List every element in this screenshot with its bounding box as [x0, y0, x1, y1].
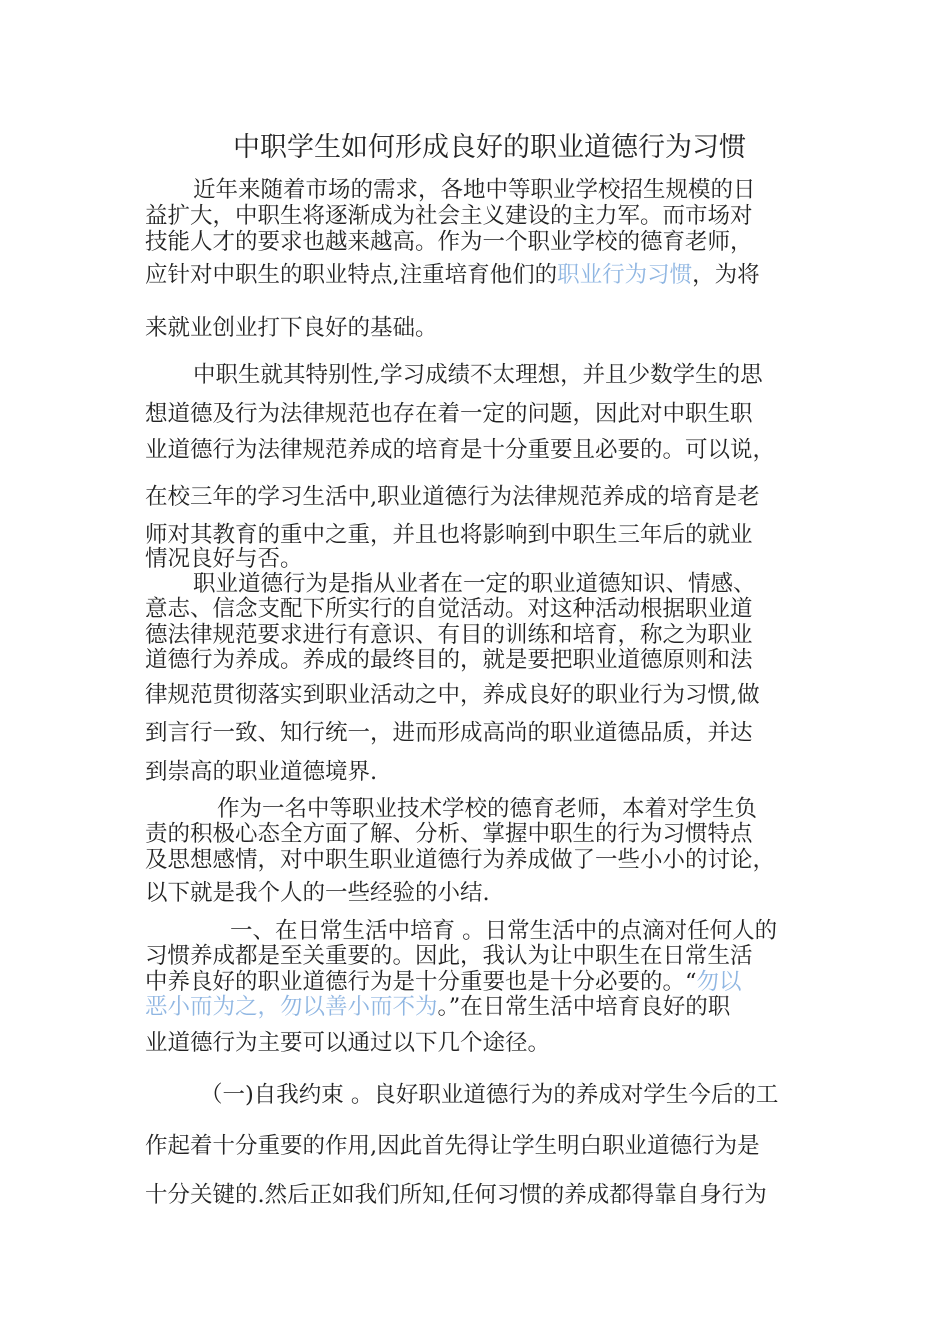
text-line: 十分关键的.然后正如我们所知,任何习惯的养成都得靠自身行为 [145, 1182, 767, 1208]
text-line [145, 993, 730, 1021]
text-line: （一)自我约束 。良好职业道德行为的养成对学生今后的工 [200, 1082, 779, 1108]
text-line: 技能人才的要求也越来越高。作为一个职业学校的德育老师， [145, 229, 753, 255]
text-line: 以下就是我个人的一些经验的小结. [145, 880, 490, 906]
text-line: 业道德行为主要可以通过以下几个途径。 [145, 1030, 551, 1056]
text-line: 中职生就其特别性,学习成绩不太理想，并且少数学生的思 [193, 362, 763, 388]
text-segment: ，为将 [692, 262, 760, 288]
text-line: 师对其教育的重中之重，并且也将影响到中职生三年后的就业 [145, 522, 753, 548]
text-line: 道德行为养成。养成的最终目的，就是要把职业道德原则和法 [145, 647, 753, 673]
text-line: 德法律规范要求进行有意识、有目的训练和培育，称之为职业 [145, 622, 753, 648]
text-line: 想道德及行为法律规范也存在着一定的问题，因此对中职生职 [145, 401, 753, 427]
text-line: 来就业创业打下良好的基础。 [145, 315, 438, 341]
text-line: 到言行一致、知行统一，进而形成高尚的职业道德品质，并达 [145, 720, 753, 746]
text-line: 及思想感情，对中职生职业道德行为养成做了一些小小的讨论， [145, 847, 776, 873]
text-line: 近年来随着市场的需求，各地中等职业学校招生规模的日 [193, 177, 756, 203]
text-line: 一、在日常生活中培育 。日常生活中的点滴对任何人的 [230, 918, 778, 944]
text-line: 在校三年的学习生活中,职业道德行为法律规范养成的培育是老 [145, 484, 760, 510]
text-line: 益扩大，中职生将逐渐成为社会主义建设的主力军。而市场对 [145, 203, 753, 229]
text-line: 职业道德行为是指从业者在一定的职业道德知识、情感、 [193, 571, 756, 597]
text-line: 习惯养成都是至关重要的。因此，我认为让中职生在日常生活 [145, 943, 753, 969]
link-career-habits[interactable]: 职业行为习惯 [557, 262, 693, 288]
text-line [145, 261, 760, 289]
text-line: 责的积极心态全方面了解、分析、掌握中职生的行为习惯特点 [145, 821, 753, 847]
link-quote-part-1[interactable]: 勿以 [696, 969, 742, 995]
text-segment: 。”在日常生活中培育良好的职 [437, 994, 731, 1020]
text-line: 意志、信念支配下所实行的自觉活动。对这种活动根据职业道 [145, 596, 753, 622]
text-line: 情况良好与否。 [145, 546, 303, 572]
text-line: 到崇高的职业道德境界. [145, 759, 378, 785]
text-line: 作为一名中等职业技术学校的德育老师，本着对学生负 [217, 796, 758, 822]
text-line: 律规范贯彻落实到职业活动之中，养成良好的职业行为习惯,做 [145, 682, 760, 708]
page-title: 中职学生如何形成良好的职业道德行为习惯 [233, 132, 746, 163]
text-line [145, 968, 742, 996]
text-line: 业道德行为法律规范养成的培育是十分重要且必要的。可以说， [145, 437, 776, 463]
link-quote-part-2[interactable]: 恶小而为之，勿以善小而不为 [145, 994, 438, 1020]
text-segment: 中养良好的职业道德行为是十分重要也是十分必要的。“ [145, 969, 697, 995]
text-segment: 应针对中职生的职业特点,注重培育他们的 [145, 262, 558, 288]
text-line: 作起着十分重要的作用,因此首先得让学生明白职业道德行为是 [145, 1133, 760, 1159]
